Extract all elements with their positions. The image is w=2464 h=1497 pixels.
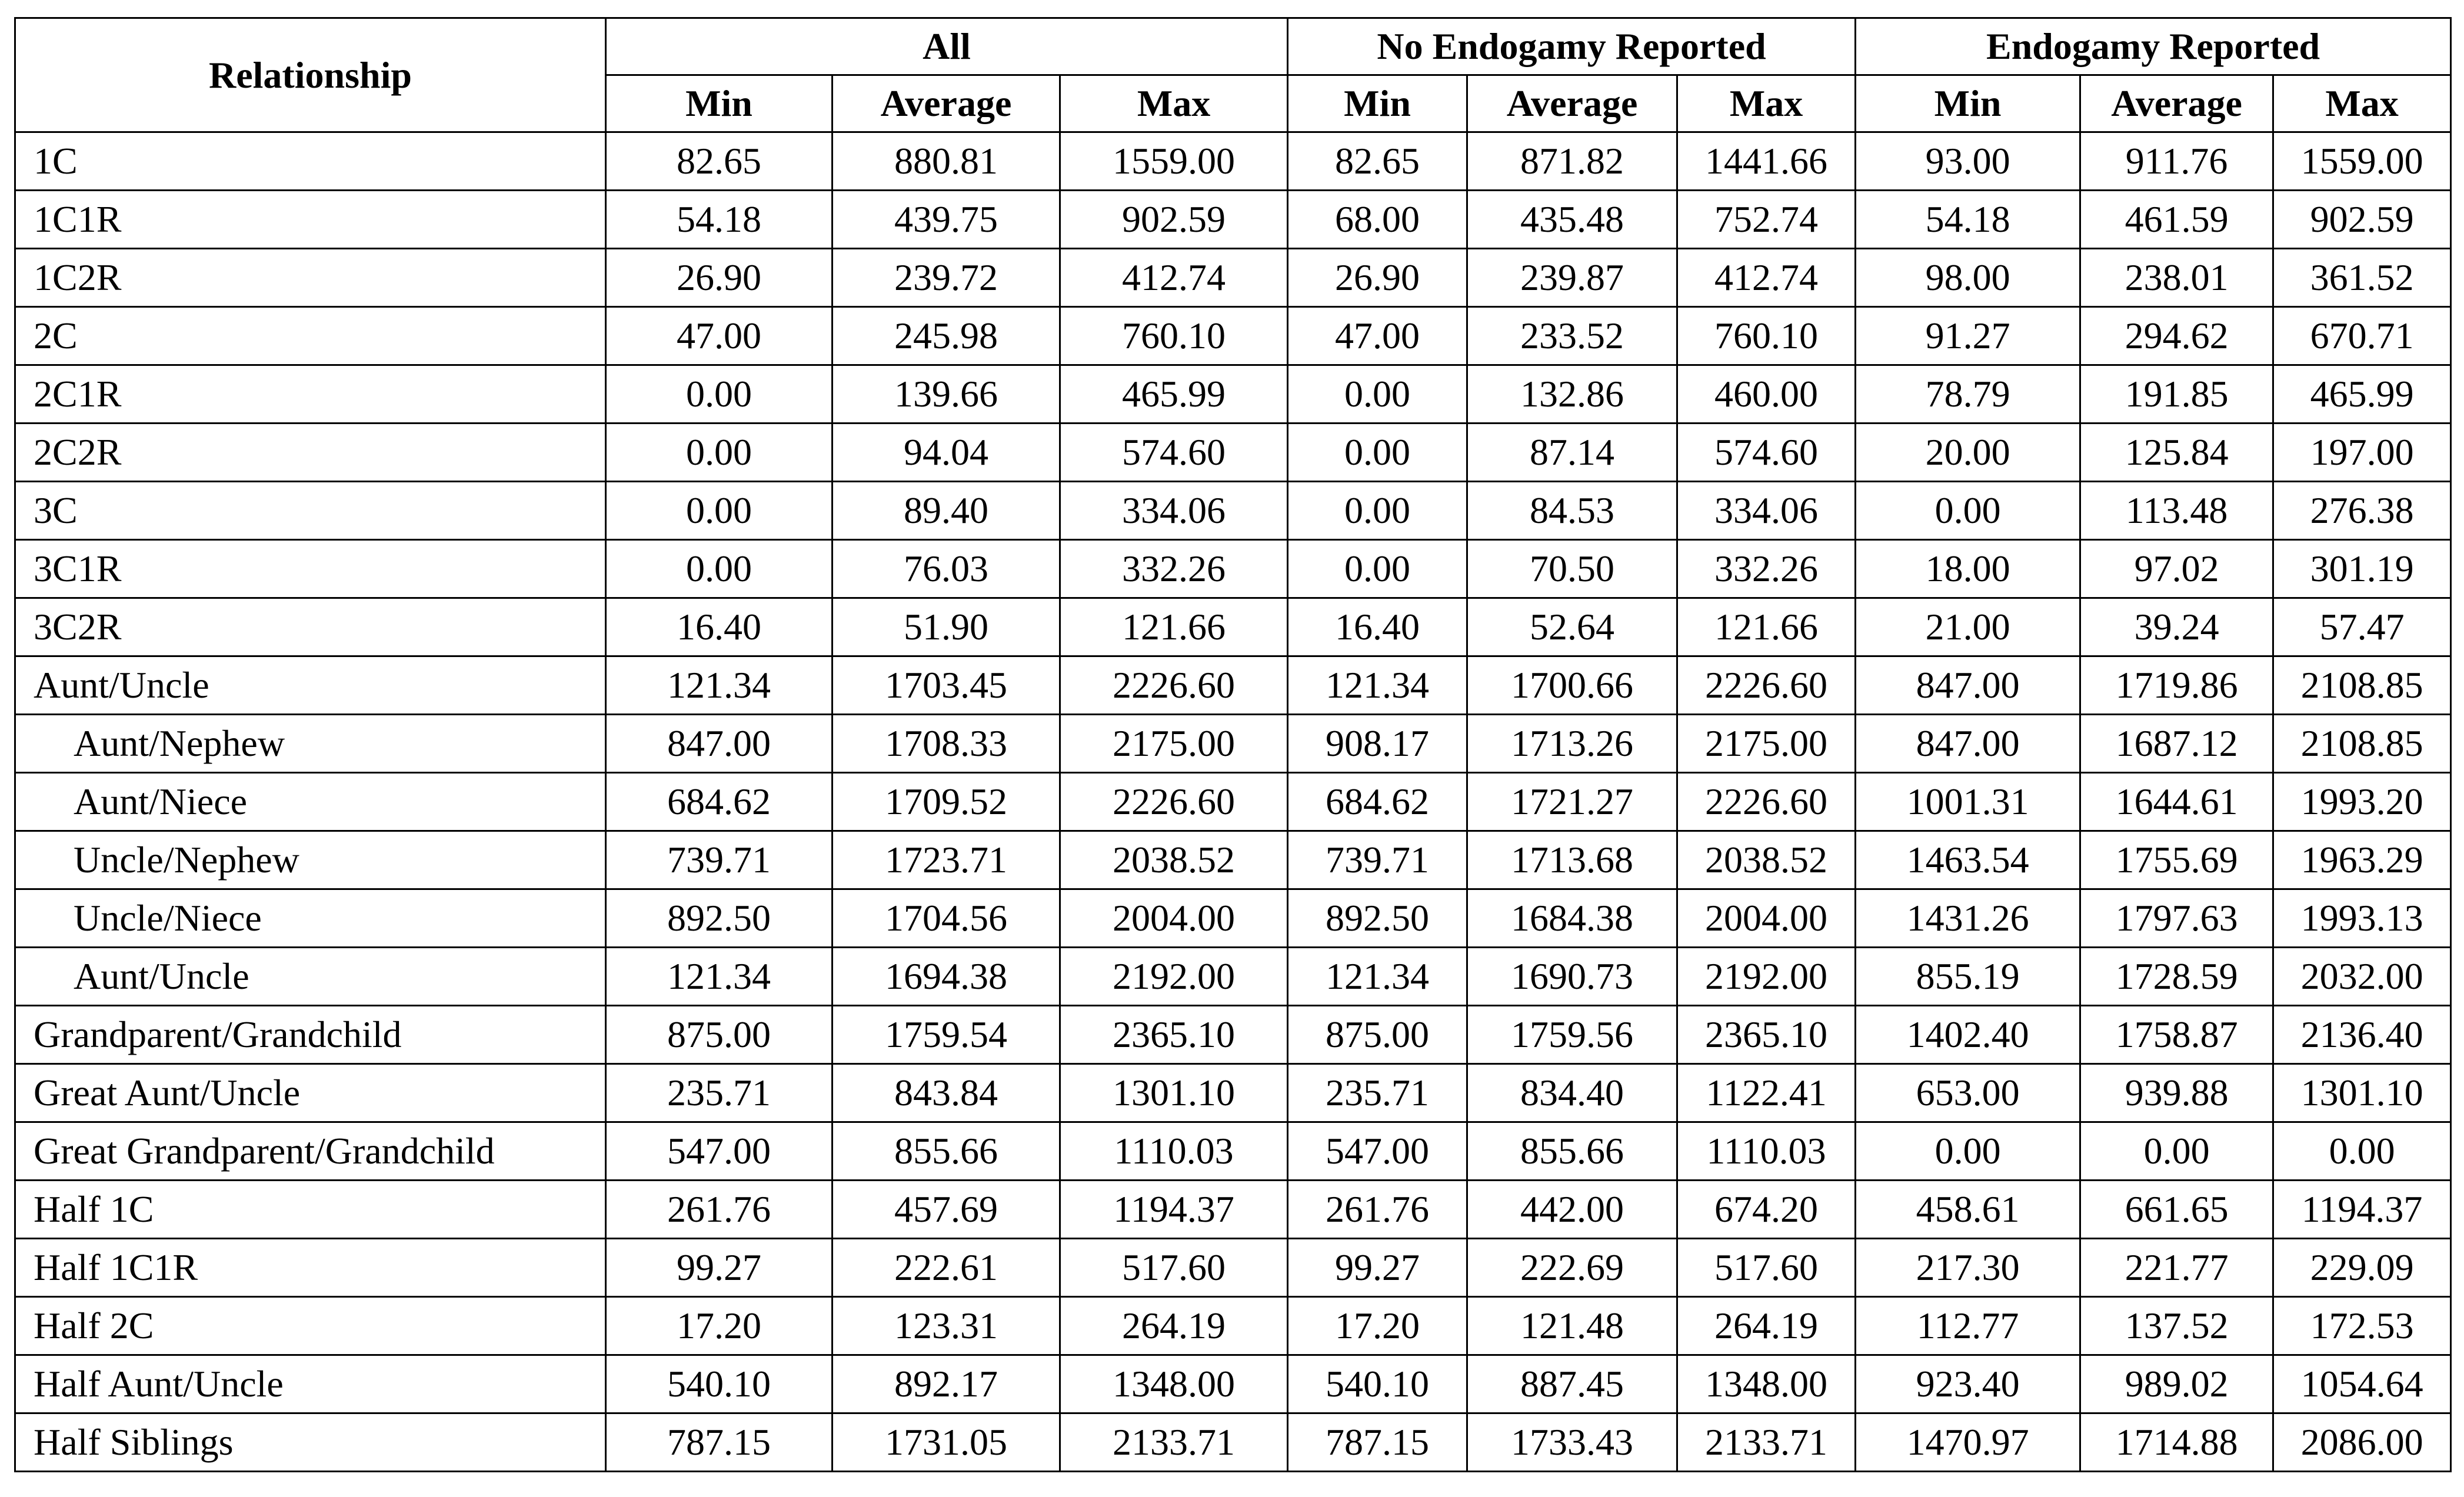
value-cell-no-endogamy-max: 460.00	[1677, 365, 1856, 424]
value-cell-endogamy-average: 0.00	[2080, 1122, 2273, 1181]
table-row	[15, 365, 2451, 424]
value-cell-no-endogamy-min: 540.10	[1288, 1355, 1467, 1413]
value-cell-all-min: 875.00	[606, 1006, 833, 1064]
value-cell-no-endogamy-max: 674.20	[1677, 1181, 1856, 1239]
value-cell-all-average: 855.66	[833, 1122, 1060, 1181]
relationship-cell: Great Grandparent/Grandchild	[15, 1122, 606, 1181]
relationship-cell: Half 1C1R	[15, 1239, 606, 1297]
relationship-cell: 1C	[15, 132, 606, 191]
table-body	[15, 132, 2451, 1472]
value-cell-all-average: 1723.71	[833, 831, 1060, 889]
value-cell-no-endogamy-average: 887.45	[1467, 1355, 1677, 1413]
value-cell-no-endogamy-average: 855.66	[1467, 1122, 1677, 1181]
value-cell-endogamy-min: 0.00	[1856, 1122, 2080, 1181]
value-cell-endogamy-min: 1463.54	[1856, 831, 2080, 889]
value-cell-endogamy-max: 1054.64	[2273, 1355, 2451, 1413]
value-cell-all-max: 2226.60	[1060, 773, 1288, 831]
value-cell-no-endogamy-max: 2038.52	[1677, 831, 1856, 889]
value-cell-all-min: 0.00	[606, 482, 833, 540]
subcolumn-header-min: Min	[606, 75, 833, 132]
value-cell-no-endogamy-max: 121.66	[1677, 598, 1856, 656]
value-cell-endogamy-max: 2136.40	[2273, 1006, 2451, 1064]
value-cell-endogamy-average: 1719.86	[2080, 656, 2273, 715]
value-cell-all-max: 1559.00	[1060, 132, 1288, 191]
relationship-cell: Uncle/Nephew	[15, 831, 606, 889]
value-cell-no-endogamy-min: 47.00	[1288, 307, 1467, 365]
table-row	[15, 482, 2451, 540]
value-cell-all-max: 1194.37	[1060, 1181, 1288, 1239]
value-cell-all-min: 99.27	[606, 1239, 833, 1297]
value-cell-endogamy-max: 902.59	[2273, 191, 2451, 249]
table-row	[15, 307, 2451, 365]
value-cell-all-max: 2226.60	[1060, 656, 1288, 715]
value-cell-no-endogamy-average: 1721.27	[1467, 773, 1677, 831]
relationship-cell: Great Aunt/Uncle	[15, 1064, 606, 1122]
value-cell-no-endogamy-max: 2226.60	[1677, 773, 1856, 831]
value-cell-no-endogamy-max: 752.74	[1677, 191, 1856, 249]
value-cell-endogamy-max: 2086.00	[2273, 1413, 2451, 1472]
value-cell-no-endogamy-max: 1348.00	[1677, 1355, 1856, 1413]
value-cell-no-endogamy-average: 1713.26	[1467, 715, 1677, 773]
value-cell-endogamy-min: 20.00	[1856, 424, 2080, 482]
value-cell-all-max: 465.99	[1060, 365, 1288, 424]
value-cell-endogamy-average: 97.02	[2080, 540, 2273, 598]
value-cell-no-endogamy-max: 334.06	[1677, 482, 1856, 540]
value-cell-all-max: 1301.10	[1060, 1064, 1288, 1122]
table-row	[15, 1297, 2451, 1355]
group-header-endogamy: Endogamy Reported	[1856, 18, 2451, 75]
value-cell-no-endogamy-average: 834.40	[1467, 1064, 1677, 1122]
relationship-cell: Aunt/Uncle	[15, 656, 606, 715]
value-cell-endogamy-average: 1758.87	[2080, 1006, 2273, 1064]
value-cell-endogamy-average: 125.84	[2080, 424, 2273, 482]
value-cell-endogamy-average: 1644.61	[2080, 773, 2273, 831]
relationship-cell: Grandparent/Grandchild	[15, 1006, 606, 1064]
value-cell-no-endogamy-min: 121.34	[1288, 948, 1467, 1006]
table-row	[15, 948, 2451, 1006]
table-row	[15, 1006, 2451, 1064]
value-cell-no-endogamy-min: 17.20	[1288, 1297, 1467, 1355]
value-cell-all-average: 94.04	[833, 424, 1060, 482]
subcolumn-header-average: Average	[2080, 75, 2273, 132]
value-cell-all-max: 2192.00	[1060, 948, 1288, 1006]
value-cell-all-min: 540.10	[606, 1355, 833, 1413]
value-cell-all-average: 123.31	[833, 1297, 1060, 1355]
value-cell-no-endogamy-average: 435.48	[1467, 191, 1677, 249]
value-cell-no-endogamy-average: 121.48	[1467, 1297, 1677, 1355]
subcolumn-header-max: Max	[1060, 75, 1288, 132]
value-cell-endogamy-max: 57.47	[2273, 598, 2451, 656]
value-cell-all-max: 574.60	[1060, 424, 1288, 482]
value-cell-endogamy-max: 2032.00	[2273, 948, 2451, 1006]
value-cell-no-endogamy-min: 787.15	[1288, 1413, 1467, 1472]
value-cell-endogamy-min: 21.00	[1856, 598, 2080, 656]
value-cell-no-endogamy-max: 332.26	[1677, 540, 1856, 598]
value-cell-all-average: 1709.52	[833, 773, 1060, 831]
subcolumn-header-max: Max	[1677, 75, 1856, 132]
relationship-cell: 3C	[15, 482, 606, 540]
table-row	[15, 249, 2451, 307]
value-cell-endogamy-max: 0.00	[2273, 1122, 2451, 1181]
table-row	[15, 1122, 2451, 1181]
value-cell-all-min: 82.65	[606, 132, 833, 191]
table-row	[15, 1064, 2451, 1122]
relationship-column-header: Relationship	[15, 18, 606, 132]
value-cell-all-max: 517.60	[1060, 1239, 1288, 1297]
value-cell-all-average: 439.75	[833, 191, 1060, 249]
value-cell-no-endogamy-min: 235.71	[1288, 1064, 1467, 1122]
value-cell-no-endogamy-average: 239.87	[1467, 249, 1677, 307]
value-cell-all-max: 2004.00	[1060, 889, 1288, 948]
value-cell-all-average: 76.03	[833, 540, 1060, 598]
value-cell-no-endogamy-average: 52.64	[1467, 598, 1677, 656]
value-cell-all-min: 847.00	[606, 715, 833, 773]
value-cell-endogamy-average: 989.02	[2080, 1355, 2273, 1413]
value-cell-all-average: 1704.56	[833, 889, 1060, 948]
relationship-cell: 2C2R	[15, 424, 606, 482]
table-row	[15, 656, 2451, 715]
value-cell-endogamy-max: 1963.29	[2273, 831, 2451, 889]
value-cell-all-min: 547.00	[606, 1122, 833, 1181]
value-cell-endogamy-min: 54.18	[1856, 191, 2080, 249]
value-cell-endogamy-min: 923.40	[1856, 1355, 2080, 1413]
value-cell-endogamy-average: 221.77	[2080, 1239, 2273, 1297]
value-cell-all-max: 2038.52	[1060, 831, 1288, 889]
value-cell-no-endogamy-min: 261.76	[1288, 1181, 1467, 1239]
value-cell-endogamy-min: 18.00	[1856, 540, 2080, 598]
table-row	[15, 540, 2451, 598]
subcolumn-header-average: Average	[1467, 75, 1677, 132]
value-cell-all-min: 0.00	[606, 424, 833, 482]
value-cell-no-endogamy-min: 892.50	[1288, 889, 1467, 948]
relationship-statistics-table	[14, 17, 2452, 1472]
value-cell-endogamy-min: 217.30	[1856, 1239, 2080, 1297]
value-cell-all-average: 1694.38	[833, 948, 1060, 1006]
value-cell-all-average: 843.84	[833, 1064, 1060, 1122]
value-cell-all-max: 264.19	[1060, 1297, 1288, 1355]
subcolumn-header-min: Min	[1288, 75, 1467, 132]
value-cell-endogamy-average: 1797.63	[2080, 889, 2273, 948]
value-cell-endogamy-max: 172.53	[2273, 1297, 2451, 1355]
value-cell-all-max: 412.74	[1060, 249, 1288, 307]
value-cell-no-endogamy-min: 68.00	[1288, 191, 1467, 249]
value-cell-no-endogamy-average: 233.52	[1467, 307, 1677, 365]
value-cell-endogamy-average: 113.48	[2080, 482, 2273, 540]
value-cell-endogamy-average: 294.62	[2080, 307, 2273, 365]
value-cell-no-endogamy-min: 99.27	[1288, 1239, 1467, 1297]
value-cell-all-max: 332.26	[1060, 540, 1288, 598]
value-cell-endogamy-min: 78.79	[1856, 365, 2080, 424]
value-cell-no-endogamy-max: 2192.00	[1677, 948, 1856, 1006]
value-cell-no-endogamy-min: 121.34	[1288, 656, 1467, 715]
subcolumn-header-average: Average	[833, 75, 1060, 132]
value-cell-all-min: 16.40	[606, 598, 833, 656]
value-cell-all-min: 17.20	[606, 1297, 833, 1355]
value-cell-no-endogamy-average: 1759.56	[1467, 1006, 1677, 1064]
value-cell-endogamy-max: 1559.00	[2273, 132, 2451, 191]
value-cell-all-average: 892.17	[833, 1355, 1060, 1413]
value-cell-endogamy-min: 1402.40	[1856, 1006, 2080, 1064]
table-row	[15, 424, 2451, 482]
value-cell-all-max: 1110.03	[1060, 1122, 1288, 1181]
value-cell-all-min: 892.50	[606, 889, 833, 948]
value-cell-all-min: 787.15	[606, 1413, 833, 1472]
value-cell-all-max: 121.66	[1060, 598, 1288, 656]
value-cell-no-endogamy-average: 222.69	[1467, 1239, 1677, 1297]
table-row	[15, 889, 2451, 948]
value-cell-all-average: 1731.05	[833, 1413, 1060, 1472]
value-cell-all-average: 1703.45	[833, 656, 1060, 715]
table-row	[15, 1181, 2451, 1239]
value-cell-all-min: 54.18	[606, 191, 833, 249]
subcolumn-header-max: Max	[2273, 75, 2451, 132]
value-cell-all-average: 239.72	[833, 249, 1060, 307]
relationship-cell: 3C2R	[15, 598, 606, 656]
value-cell-no-endogamy-min: 16.40	[1288, 598, 1467, 656]
value-cell-endogamy-average: 939.88	[2080, 1064, 2273, 1122]
relationship-cell: 3C1R	[15, 540, 606, 598]
value-cell-endogamy-average: 238.01	[2080, 249, 2273, 307]
value-cell-all-average: 1708.33	[833, 715, 1060, 773]
table-row	[15, 773, 2451, 831]
value-cell-no-endogamy-average: 1700.66	[1467, 656, 1677, 715]
value-cell-all-average: 89.40	[833, 482, 1060, 540]
value-cell-no-endogamy-max: 2365.10	[1677, 1006, 1856, 1064]
table-row	[15, 1413, 2451, 1472]
value-cell-all-min: 47.00	[606, 307, 833, 365]
value-cell-no-endogamy-average: 1713.68	[1467, 831, 1677, 889]
value-cell-no-endogamy-min: 0.00	[1288, 424, 1467, 482]
value-cell-endogamy-average: 39.24	[2080, 598, 2273, 656]
relationship-cell: Half 1C	[15, 1181, 606, 1239]
value-cell-endogamy-max: 1993.20	[2273, 773, 2451, 831]
value-cell-endogamy-min: 1431.26	[1856, 889, 2080, 948]
relationship-cell: Aunt/Nephew	[15, 715, 606, 773]
value-cell-endogamy-average: 1728.59	[2080, 948, 2273, 1006]
value-cell-no-endogamy-min: 26.90	[1288, 249, 1467, 307]
value-cell-all-max: 1348.00	[1060, 1355, 1288, 1413]
table-row	[15, 191, 2451, 249]
value-cell-endogamy-average: 661.65	[2080, 1181, 2273, 1239]
value-cell-no-endogamy-max: 2175.00	[1677, 715, 1856, 773]
value-cell-no-endogamy-average: 87.14	[1467, 424, 1677, 482]
value-cell-endogamy-average: 1755.69	[2080, 831, 2273, 889]
value-cell-all-max: 902.59	[1060, 191, 1288, 249]
value-cell-no-endogamy-average: 84.53	[1467, 482, 1677, 540]
value-cell-no-endogamy-min: 0.00	[1288, 540, 1467, 598]
value-cell-all-min: 739.71	[606, 831, 833, 889]
relationship-cell: 2C	[15, 307, 606, 365]
value-cell-endogamy-min: 1001.31	[1856, 773, 2080, 831]
value-cell-all-average: 222.61	[833, 1239, 1060, 1297]
value-cell-endogamy-average: 461.59	[2080, 191, 2273, 249]
value-cell-endogamy-max: 361.52	[2273, 249, 2451, 307]
value-cell-no-endogamy-average: 1690.73	[1467, 948, 1677, 1006]
subcolumn-header-min: Min	[1856, 75, 2080, 132]
value-cell-endogamy-min: 0.00	[1856, 482, 2080, 540]
value-cell-no-endogamy-min: 0.00	[1288, 482, 1467, 540]
value-cell-all-min: 235.71	[606, 1064, 833, 1122]
value-cell-endogamy-min: 653.00	[1856, 1064, 2080, 1122]
relationship-cell: Uncle/Niece	[15, 889, 606, 948]
value-cell-all-average: 1759.54	[833, 1006, 1060, 1064]
value-cell-all-average: 457.69	[833, 1181, 1060, 1239]
value-cell-all-max: 334.06	[1060, 482, 1288, 540]
value-cell-all-min: 121.34	[606, 656, 833, 715]
table-row	[15, 1355, 2451, 1413]
table-row	[15, 132, 2451, 191]
relationship-cell: Aunt/Niece	[15, 773, 606, 831]
value-cell-endogamy-min: 847.00	[1856, 715, 2080, 773]
value-cell-all-max: 760.10	[1060, 307, 1288, 365]
value-cell-no-endogamy-max: 2226.60	[1677, 656, 1856, 715]
value-cell-endogamy-max: 301.19	[2273, 540, 2451, 598]
value-cell-all-min: 0.00	[606, 365, 833, 424]
value-cell-endogamy-max: 276.38	[2273, 482, 2451, 540]
value-cell-all-average: 245.98	[833, 307, 1060, 365]
value-cell-all-average: 880.81	[833, 132, 1060, 191]
value-cell-no-endogamy-average: 442.00	[1467, 1181, 1677, 1239]
value-cell-no-endogamy-average: 1733.43	[1467, 1413, 1677, 1472]
value-cell-no-endogamy-max: 1441.66	[1677, 132, 1856, 191]
value-cell-endogamy-min: 98.00	[1856, 249, 2080, 307]
value-cell-no-endogamy-max: 264.19	[1677, 1297, 1856, 1355]
value-cell-endogamy-average: 137.52	[2080, 1297, 2273, 1355]
value-cell-no-endogamy-min: 82.65	[1288, 132, 1467, 191]
data-table-container	[14, 17, 2450, 1472]
value-cell-no-endogamy-max: 1110.03	[1677, 1122, 1856, 1181]
value-cell-no-endogamy-min: 739.71	[1288, 831, 1467, 889]
table-row	[15, 831, 2451, 889]
value-cell-no-endogamy-max: 2133.71	[1677, 1413, 1856, 1472]
value-cell-endogamy-min: 458.61	[1856, 1181, 2080, 1239]
value-cell-endogamy-min: 847.00	[1856, 656, 2080, 715]
relationship-cell: 2C1R	[15, 365, 606, 424]
value-cell-no-endogamy-average: 871.82	[1467, 132, 1677, 191]
table-row	[15, 715, 2451, 773]
relationship-cell: 1C1R	[15, 191, 606, 249]
value-cell-endogamy-min: 1470.97	[1856, 1413, 2080, 1472]
relationship-cell: 1C2R	[15, 249, 606, 307]
value-cell-no-endogamy-min: 547.00	[1288, 1122, 1467, 1181]
value-cell-endogamy-average: 911.76	[2080, 132, 2273, 191]
value-cell-all-min: 121.34	[606, 948, 833, 1006]
group-header-all: All	[606, 18, 1288, 75]
value-cell-endogamy-max: 2108.85	[2273, 715, 2451, 773]
header-row-groups	[15, 18, 2451, 75]
value-cell-no-endogamy-average: 1684.38	[1467, 889, 1677, 948]
value-cell-all-average: 51.90	[833, 598, 1060, 656]
value-cell-no-endogamy-max: 1122.41	[1677, 1064, 1856, 1122]
value-cell-no-endogamy-max: 2004.00	[1677, 889, 1856, 948]
relationship-cell: Aunt/Uncle	[15, 948, 606, 1006]
value-cell-all-max: 2175.00	[1060, 715, 1288, 773]
table-row	[15, 1239, 2451, 1297]
value-cell-endogamy-average: 1687.12	[2080, 715, 2273, 773]
value-cell-endogamy-average: 191.85	[2080, 365, 2273, 424]
value-cell-all-min: 26.90	[606, 249, 833, 307]
value-cell-all-average: 139.66	[833, 365, 1060, 424]
value-cell-no-endogamy-min: 875.00	[1288, 1006, 1467, 1064]
value-cell-endogamy-average: 1714.88	[2080, 1413, 2273, 1472]
value-cell-no-endogamy-max: 760.10	[1677, 307, 1856, 365]
value-cell-no-endogamy-max: 574.60	[1677, 424, 1856, 482]
value-cell-endogamy-max: 1194.37	[2273, 1181, 2451, 1239]
value-cell-all-max: 2365.10	[1060, 1006, 1288, 1064]
value-cell-no-endogamy-average: 132.86	[1467, 365, 1677, 424]
relationship-cell: Half Aunt/Uncle	[15, 1355, 606, 1413]
table-row	[15, 598, 2451, 656]
relationship-cell: Half 2C	[15, 1297, 606, 1355]
relationship-cell: Half Siblings	[15, 1413, 606, 1472]
group-header-no-endogamy: No Endogamy Reported	[1288, 18, 1856, 75]
value-cell-endogamy-max: 197.00	[2273, 424, 2451, 482]
value-cell-no-endogamy-average: 70.50	[1467, 540, 1677, 598]
value-cell-all-min: 261.76	[606, 1181, 833, 1239]
value-cell-endogamy-min: 93.00	[1856, 132, 2080, 191]
value-cell-endogamy-max: 1993.13	[2273, 889, 2451, 948]
value-cell-endogamy-min: 855.19	[1856, 948, 2080, 1006]
value-cell-endogamy-min: 91.27	[1856, 307, 2080, 365]
value-cell-all-min: 684.62	[606, 773, 833, 831]
value-cell-endogamy-max: 2108.85	[2273, 656, 2451, 715]
value-cell-endogamy-min: 112.77	[1856, 1297, 2080, 1355]
value-cell-no-endogamy-max: 412.74	[1677, 249, 1856, 307]
value-cell-endogamy-max: 465.99	[2273, 365, 2451, 424]
value-cell-no-endogamy-min: 908.17	[1288, 715, 1467, 773]
value-cell-no-endogamy-min: 684.62	[1288, 773, 1467, 831]
value-cell-all-min: 0.00	[606, 540, 833, 598]
value-cell-all-max: 2133.71	[1060, 1413, 1288, 1472]
value-cell-no-endogamy-min: 0.00	[1288, 365, 1467, 424]
value-cell-endogamy-max: 1301.10	[2273, 1064, 2451, 1122]
value-cell-endogamy-max: 670.71	[2273, 307, 2451, 365]
value-cell-endogamy-max: 229.09	[2273, 1239, 2451, 1297]
value-cell-no-endogamy-max: 517.60	[1677, 1239, 1856, 1297]
